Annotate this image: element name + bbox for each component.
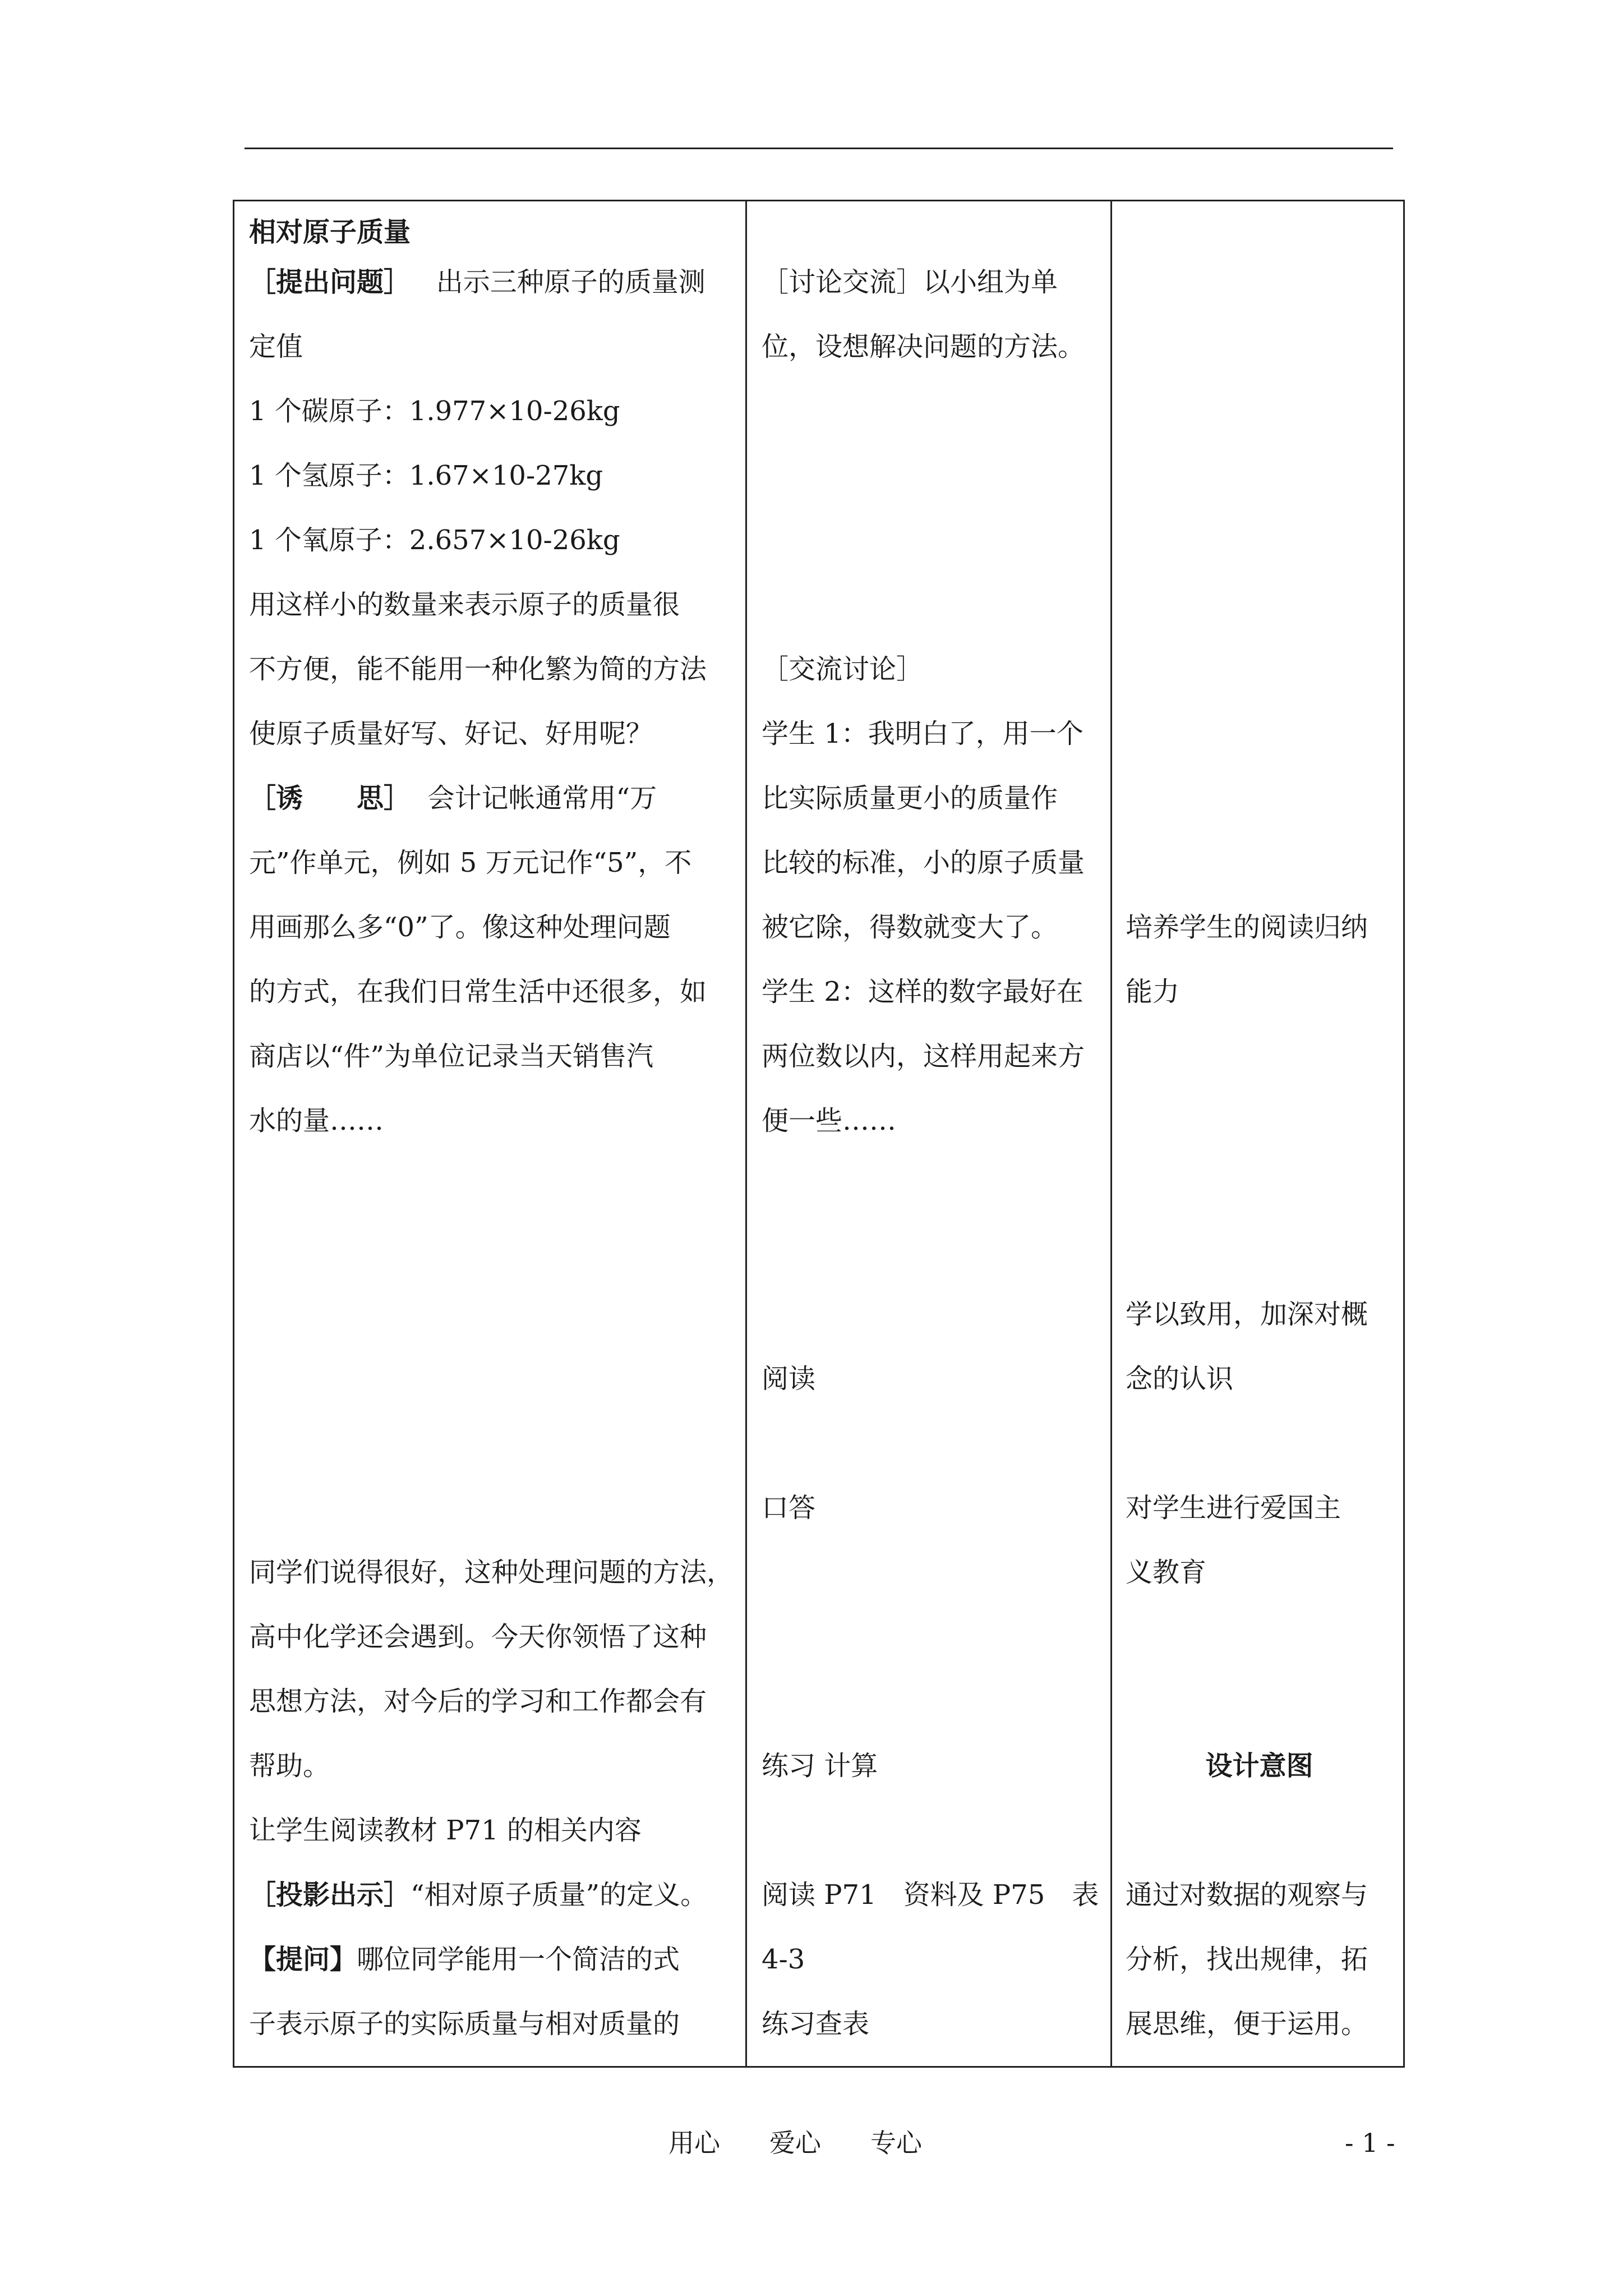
text-line: ［诱 思］ 会计记帐通常用“万 [249,783,657,814]
atom-mass-oxygen: 1 个氧原子：2.657×10-26kg [249,524,620,556]
text-line: ［投影出示］“相对原子质量”的定义。 [249,1879,708,1911]
text-line: 学生 2：这样的数字最好在 [762,976,1083,1007]
footer-word: 专心 [870,2128,922,2158]
text-line: 被它除，得数就变大了。 [762,912,1058,943]
text-line: 对学生进行爱国主 [1126,1492,1341,1524]
text-line: 位，设想解决问题的方法。 [762,331,1085,362]
text-line: 口答 [762,1492,816,1524]
text-line: 高中化学还会遇到。今天你领悟了这种 [249,1621,707,1653]
prompt-tag: ［提出问题］ [249,266,411,298]
design-intent-heading: 设计意图 [1205,1750,1313,1782]
text-line: ［提出问题］ 出示三种原子的质量测 [249,266,706,298]
text-line: 练习 计算 [762,1750,878,1782]
design-intent-column [1112,200,1403,2068]
text-line: 定值 [249,331,303,362]
student-activity-column [747,200,1110,2068]
text-line: 让学生阅读教材 P71 的相关内容 [249,1815,642,1846]
atom-mass-carbon: 1 个碳原子：1.977×10-26kg [249,395,620,427]
text-line: 4-3 [762,1944,805,1975]
text-line: 比实际质量更小的质量作 [762,783,1058,814]
text-line: ［讨论交流］以小组为单 [762,266,1058,298]
prompt-tag: ［诱 思］ [249,783,411,814]
header-rule [245,148,1393,149]
footer-word: 用心 [668,2128,720,2158]
text-line: 念的认识 [1126,1363,1234,1395]
text-line: 义教育 [1126,1557,1207,1588]
footer-word: 爱心 [769,2128,821,2158]
text-line: 商店以“件”为单位记录当天销售汽 [249,1041,654,1072]
text-line: 不方便，能不能用一种化繁为简的方法 [249,654,707,685]
text-line: 阅读 P71 资料及 P75 表 [762,1879,1099,1911]
text-line: 学以致用，加深对概 [1126,1299,1368,1330]
text-line: 两位数以内，这样用起来方 [762,1041,1085,1072]
text-line: 用这样小的数量来表示原子的质量很 [249,589,680,620]
text-line: 展思维，便于运用。 [1126,2008,1368,2040]
text-line: 练习查表 [762,2008,870,2040]
text-line: 能力 [1126,976,1180,1007]
text-line: 学生 1：我明白了，用一个 [762,718,1083,749]
prompt-tag: ［投影出示］ [249,1879,411,1911]
text-line: 思想方法，对今后的学习和工作都会有 [249,1686,707,1717]
text-line: ［交流讨论］ [762,654,924,685]
text-line: 分析，找出规律，拓 [1126,1944,1368,1975]
text-line: 阅读 [762,1363,816,1395]
text-line: 【提问】哪位同学能用一个简洁的式 [249,1944,680,1975]
text-line: 用画那么多“0”了。像这种处理问题 [249,912,671,943]
text-line: 通过对数据的观察与 [1126,1879,1368,1911]
text-line: 同学们说得很好，这种处理问题的方法， [249,1557,734,1588]
text-line: 比较的标准，小的原子质量 [762,847,1085,878]
text-line: 水的量…… [249,1105,384,1137]
atom-mass-hydrogen: 1 个氢原子：1.67×10-27kg [249,460,603,491]
prompt-tag: 【提问】 [249,1944,357,1975]
text-line: 元”作单元，例如 5 万元记作“5”，不 [249,847,692,878]
text-line: 的方式，在我们日常生活中还很多，如 [249,976,707,1007]
teacher-activity-column [234,200,745,2068]
text-line: 子表示原子的实际质量与相对质量的 [249,2008,680,2040]
page-number: - 1 - [1345,2128,1395,2158]
section-title: 相对原子质量 [249,217,411,248]
text-line: 便一些…… [762,1105,897,1137]
text-line: 帮助。 [249,1750,330,1782]
text-line: 使原子质量好写、好记、好用呢？ [249,718,653,749]
text-line: 培养学生的阅读归纳 [1126,912,1368,943]
